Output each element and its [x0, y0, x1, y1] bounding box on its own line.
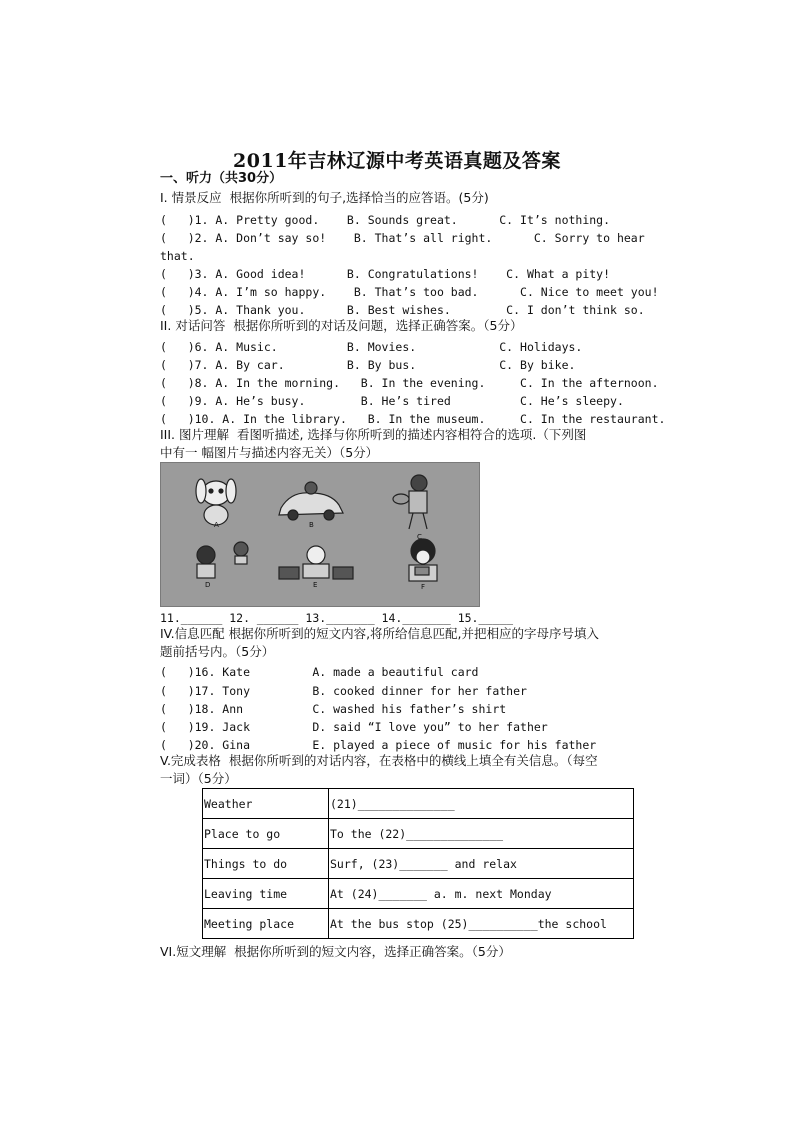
listening-pictures-image [160, 462, 480, 607]
picture-answer-blanks: 11.______ 12. ______ 13._______ 14._______ 15._____ [160, 611, 514, 625]
question-line: ( )10. A. In the library. B. In the museum. C. In the restaurant. [160, 412, 666, 426]
table-cell-value: At (24)_______ a. m. next Monday [329, 879, 634, 909]
matching-line: ( )19. Jack D. said “I love you” to her father [160, 720, 548, 734]
picture-label: B [309, 521, 314, 529]
picture-label: C [417, 533, 422, 541]
picture-label: F [421, 583, 426, 591]
question-line: ( )7. A. By car. B. By bus. C. By bike. [160, 358, 576, 372]
question-line: that. [160, 249, 195, 263]
section-3-heading-cont: 中有一 幅图片与描述内容无关）（5分） [160, 445, 379, 460]
question-line: ( )8. A. In the morning. B. In the evening. C. In the afternoon. [160, 376, 659, 390]
section-3-heading: III. 图片理解 看图听描述, 选择与你所听到的描述内容相符合的选项.（下列图 [160, 427, 587, 442]
section-4-heading: IV.信息匹配 根据你所听到的短文内容,将所给信息匹配,并把相应的字母序号填入 [160, 626, 600, 641]
question-line: ( )4. A. I’m so happy. B. That’s too bad. C. Nice to meet you! [160, 285, 659, 299]
matching-line: ( )16. Kate A. made a beautiful card [160, 665, 479, 679]
table-cell-value: To the (22)______________ [329, 819, 634, 849]
table-cell-key: Place to go [203, 819, 329, 849]
page-title: 2011年吉林辽源中考英语真题及答案 [233, 150, 561, 172]
table-row [203, 879, 634, 909]
matching-line: ( )20. Gina E. played a piece of music for his father [160, 738, 597, 752]
table-row [203, 849, 634, 879]
table-cell-key: Leaving time [203, 879, 329, 909]
picture-d-people [197, 542, 248, 578]
question-line: ( )6. A. Music. B. Movies. C. Holidays. [160, 340, 583, 354]
section-4-heading-cont: 题前括号内。（5分） [160, 644, 275, 659]
picture-f-girl [409, 539, 437, 581]
picture-b-car [279, 482, 343, 520]
picture-c-person [393, 475, 427, 529]
table-cell-value: (21)______________ [329, 789, 634, 819]
picture-label: A [214, 521, 219, 529]
table-cell-value: Surf, (23)_______ and relax [329, 849, 634, 879]
question-line: ( )5. A. Thank you. B. Best wishes. C. I don’t think so. [160, 303, 645, 317]
info-table [202, 788, 634, 939]
table-row [203, 789, 634, 819]
table-row [203, 819, 634, 849]
table-row [203, 909, 634, 939]
section-6-heading: VI.短文理解 根据你所听到的短文内容，选择正确答案。（5分） [160, 944, 511, 959]
question-line: ( )3. A. Good idea! B. Congratulations! C. What a pity! [160, 267, 611, 281]
section-1-heading: I. 情景反应 根据你所听到的句子,选择恰当的应答语。(5分) [160, 190, 489, 205]
picture-label: E [313, 581, 318, 589]
picture-label: D [205, 581, 211, 589]
table-cell-key: Meeting place [203, 909, 329, 939]
question-line: ( )9. A. He’s busy. B. He’s tired C. He’s sleepy. [160, 394, 624, 408]
section-5-heading: V.完成表格 根据你所听到的对话内容，在表格中的横线上填全有关信息。（每空 [160, 753, 598, 768]
matching-line: ( )17. Tony B. cooked dinner for her father [160, 684, 527, 698]
question-line: ( )1. A. Pretty good. B. Sounds great. C. It’s nothing. [160, 213, 611, 227]
matching-line: ( )18. Ann C. washed his father’s shirt [160, 702, 507, 716]
table-cell-key: Things to do [203, 849, 329, 879]
question-line: ( )2. A. Don’t say so! B. That’s all right. C. Sorry to hear [160, 231, 645, 245]
table-cell-value: At the bus stop (25)__________the school [329, 909, 634, 939]
section-5-heading-cont: 一词）（5分） [160, 771, 237, 786]
part-heading-listening: 一、听力（共30分） [160, 171, 283, 186]
picture-a-dog [196, 479, 236, 525]
section-2-heading: II. 对话问答 根据你所听到的对话及问题，选择正确答案。（5分） [160, 318, 523, 333]
picture-e-boy [279, 546, 353, 579]
table-cell-key: Weather [203, 789, 329, 819]
